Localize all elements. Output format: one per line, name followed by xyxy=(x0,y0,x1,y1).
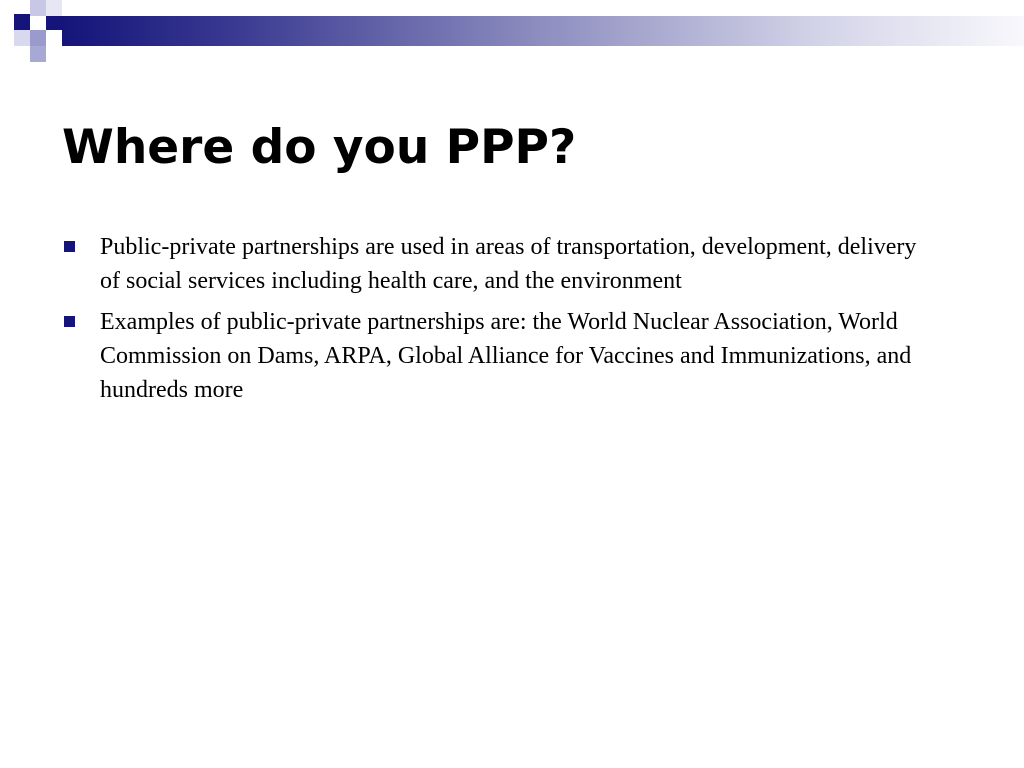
decor-square xyxy=(46,14,62,30)
bullet-item xyxy=(62,305,922,407)
decor-square xyxy=(14,30,30,46)
header-decoration xyxy=(0,0,1024,64)
square-bullet-icon xyxy=(64,241,75,252)
bullet-list xyxy=(62,230,922,414)
decor-square xyxy=(30,30,46,46)
bullet-item xyxy=(62,230,922,298)
bullet-text: Public-private partnerships are used in areas of transportation, development, delivery of social services including health care, and the environment xyxy=(100,234,917,294)
header-gradient-band xyxy=(62,16,1024,46)
bullet-text: Examples of public-private partnerships are: the World Nuclear Association, World Commission on Dams, ARPA, Global Alliance for Vaccines and Immunizations, and hundreds more xyxy=(100,309,912,403)
slide-title: Where do you PPP? xyxy=(62,120,577,175)
decor-square xyxy=(14,14,30,30)
square-bullet-icon xyxy=(64,316,75,327)
decor-square xyxy=(30,46,46,62)
decor-square xyxy=(30,0,46,16)
decor-square xyxy=(46,0,62,16)
